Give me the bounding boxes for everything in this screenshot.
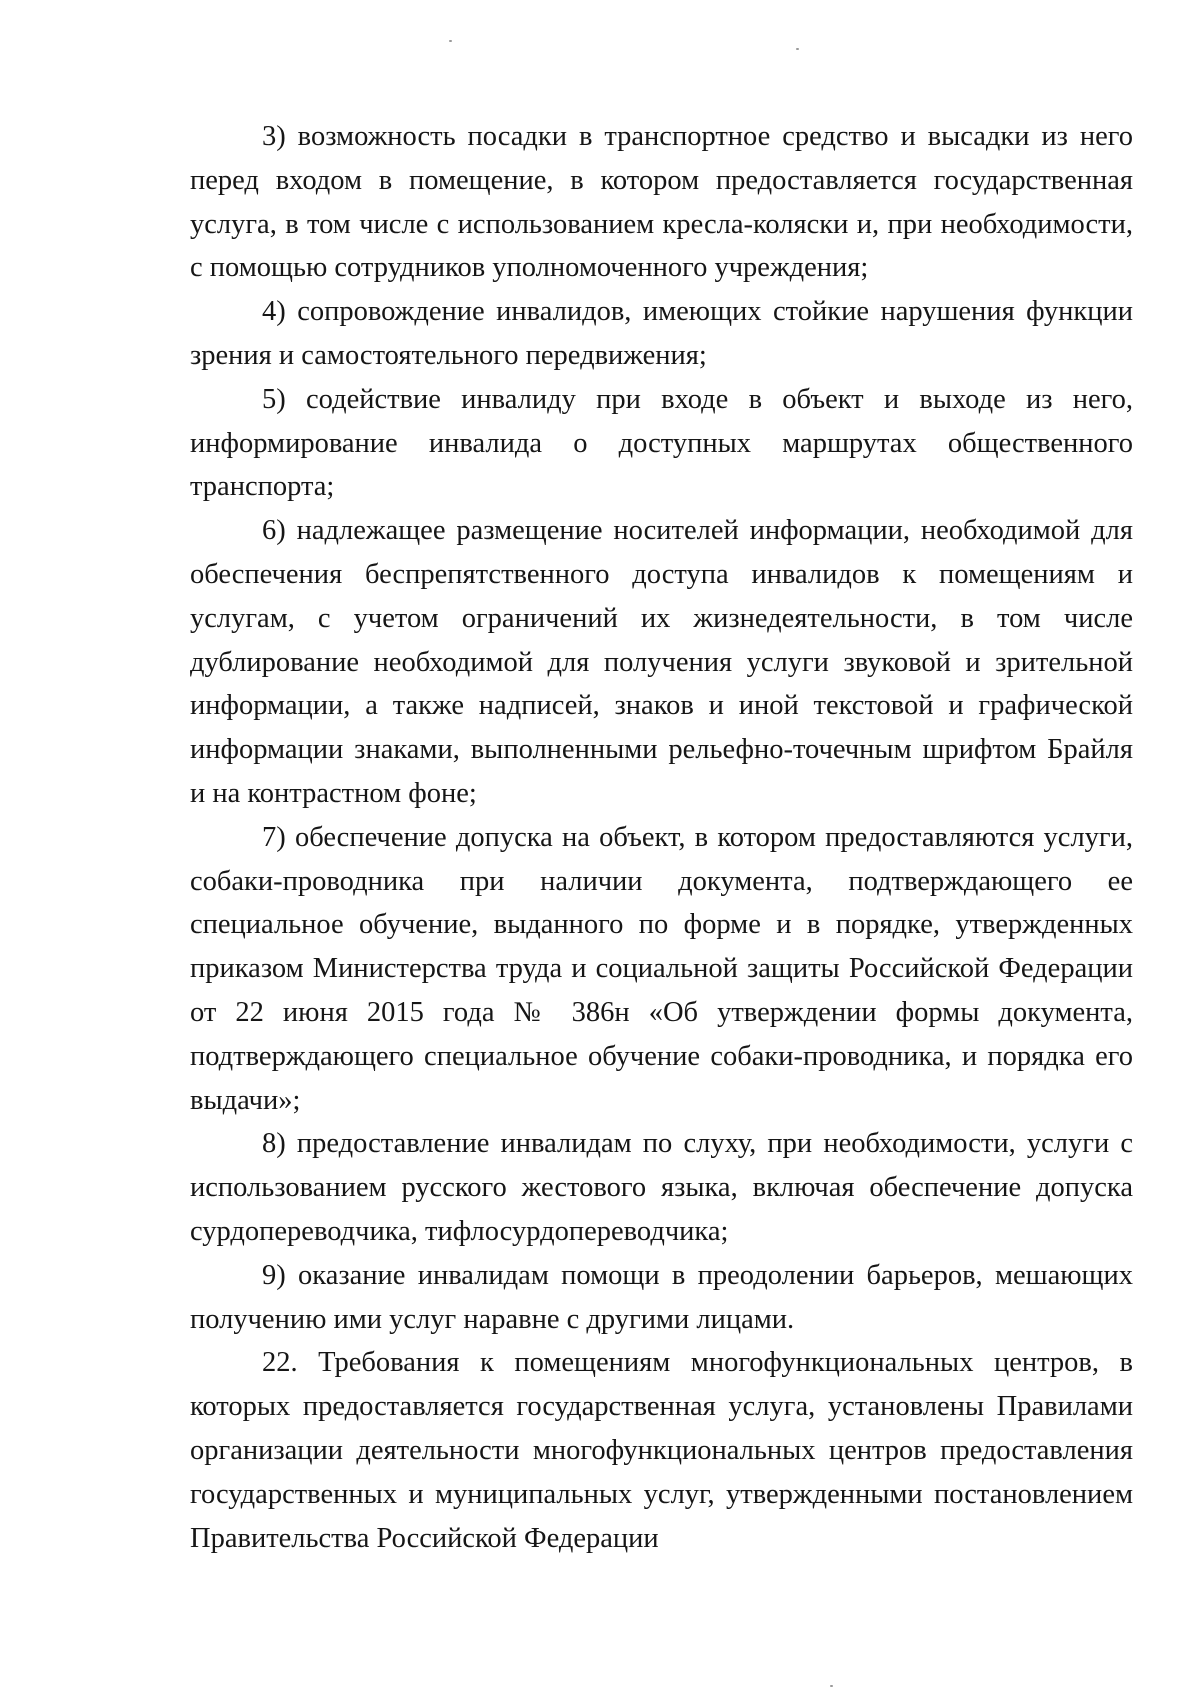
paragraph-item-9: 9) оказание инвалидам помощи в преодолении барьеров, мешающих получению ими услуг наравне с другими лицами. bbox=[190, 1259, 1133, 1335]
paragraph-section-22: 22. Требования к помещениям многофункциональных центров, в которых предоставляется государственная услуга, установлены Правилами организации деятельности многофункциональных центров предоставления государственных и муниципальных услуг, утвержденными постановлением Правительства Российской Федерации bbox=[190, 1347, 1133, 1554]
paragraph-item-7: 7) обеспечение допуска на объект, в котором предоставляются услуги, собаки-проводника при наличии документа, подтверждающего ее специальное обучение, выданного по форме и в порядке, утвержденных приказом Министерства труда и социальной защиты Российской Федерации от 22 июня 2015 года № 386н «Об утверждении формы документа, подтверждающего специальное обучение собаки-проводника, и порядка его выдачи»; bbox=[190, 821, 1133, 1116]
paragraph-item-6: 6) надлежащее размещение носителей информации, необходимой для обеспечения беспрепятственного доступа инвалидов к помещениям и услугам, с учетом ограничений их жизнедеятельности, в том числе дублирование необходимой для получения услуги звуковой и зрительной информации, а также надписей, знаков и иной текстовой и графической информации знаками, выполненными рельефно-точечным шрифтом Брайля и на контрастном фоне; bbox=[190, 515, 1133, 809]
paragraph-item-8: 8) предоставление инвалидам по слуху, при необходимости, услуги с использованием русского жестового языка, включая обеспечение допуска сурдопереводчика, тифлосурдопереводчика; bbox=[190, 1128, 1133, 1247]
paragraph-item-4: 4) сопровождение инвалидов, имеющих стойкие нарушения функции зрения и самостоятельного передвижения; bbox=[190, 296, 1133, 371]
document-body bbox=[190, 115, 1133, 1560]
scan-speck bbox=[449, 40, 452, 42]
paragraph-item-3: 3) возможность посадки в транспортное средство и высадки из него перед входом в помещение, в котором предоставляется государственная услуга, в том числе с использованием кресла-коляски и, при необходимости, с помощью сотрудников уполномоченного учреждения; bbox=[190, 121, 1133, 284]
scan-speck bbox=[830, 1685, 833, 1687]
scan-speck bbox=[796, 48, 799, 50]
paragraph-item-5: 5) содействие инвалиду при входе в объект и выходе из него, информирование инвалида о доступных маршрутах общественного транспорта; bbox=[190, 383, 1133, 503]
